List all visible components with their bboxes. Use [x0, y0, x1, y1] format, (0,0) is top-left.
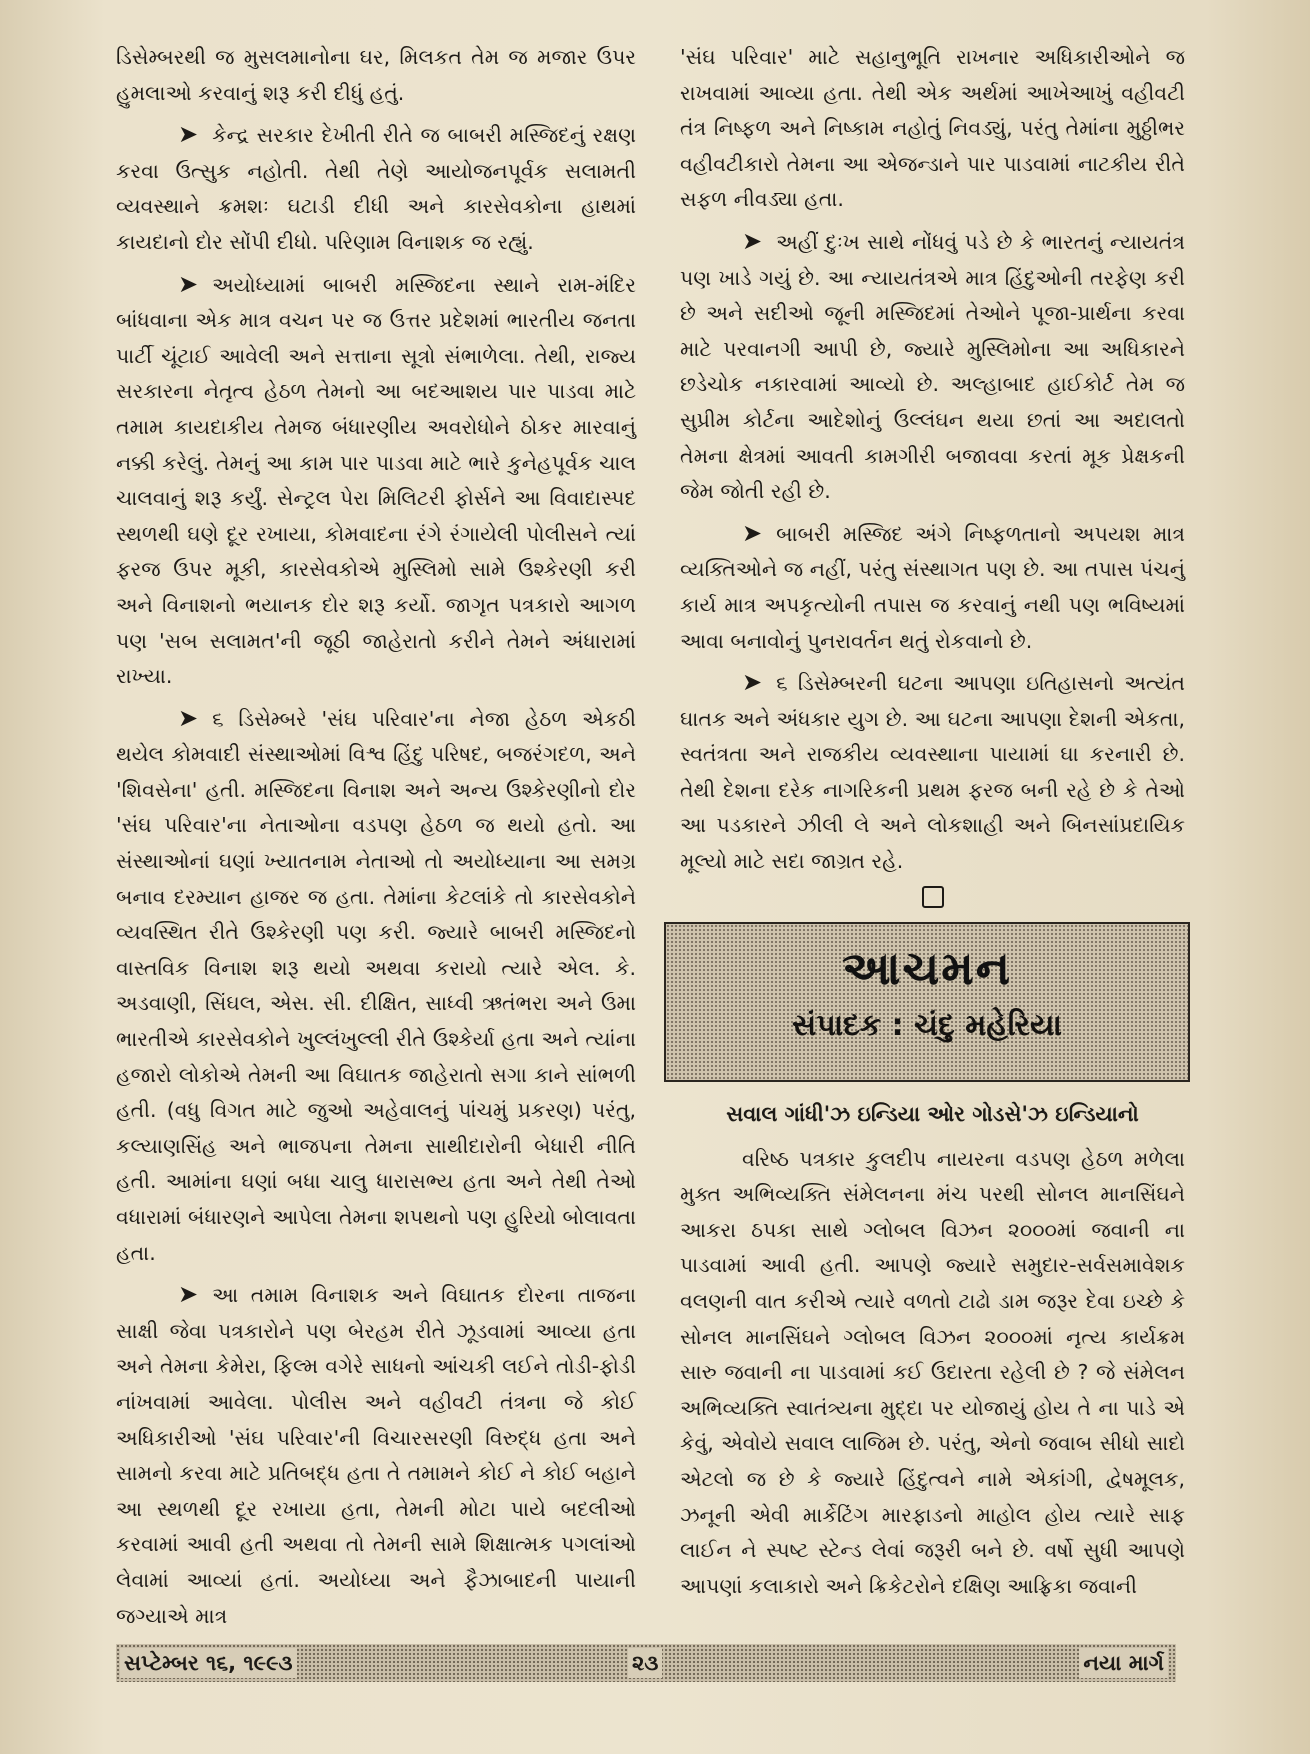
- left-paragraph-5-text: આ તમામ વિનાશક અને વિઘાતક દોરના તાજના સાક્ષી જેવા પત્રકારોને પણ બેરહમ રીતે ઝૂડવામાં આવ્યા હતા અને તેમના કેમેરા, ફિલ્મ વગેરે સાધનો આંચકી લઈને તોડી-ફોડી નાંખવામાં આવેલા. પોલીસ અને વહીવટી તંત્રના જે કોઈ અધિકારીઓ 'સંઘ પરિવાર'ની વિચારસરણી વિરુદ્ધ હતા અને સામનો કરવા માટે પ્રતિબદ્ધ હતા તે તમામને કોઈ ને કોઈ બહાને આ સ્થળથી દૂર રખાયા હતા, તેમની મોટા પાયે બદલીઓ કરવામાં આવી હતી અથવા તો તેમની સામે શિક્ષાત્મક પગલાંઓ લેવામાં આવ્યાં હતાં. અયોધ્યા અને ફૈઝાબાદની પાયાની જગ્યાએ માત્ર: [116, 1283, 636, 1628]
- left-paragraph-4: [116, 701, 636, 1272]
- footer-date: સપ્ટેમ્બર ૧૬, ૧૯૯૩: [120, 1648, 297, 1678]
- article-paragraph: [680, 1142, 1185, 1605]
- right-paragraph-2-text: અહીં દુઃખ સાથે નોંધવું પડે છે કે ભારતનું ન્યાયતંત્ર પણ ખાડે ગયું છે. આ ન્યાયતંત્રએ માત્ર હિંદુઓની તરફેણ કરી છે અને સદીઓ જૂની મસ્જિદમાં તેઓને પૂજા-પ્રાર્થના કરવા માટે પરવાનગી આપી છે, જ્યારે મુસ્લિમોના આ અધિકારને છડેચોક નકારવામાં આવ્યો છે. અલ્હાબાદ હાઈકોર્ટ તેમ જ સુપ્રીમ કોર્ટના આદેશોનું ઉલ્લંઘન થયા છતાં આ અદાલતો તેમના ક્ષેત્રમાં આવતી કામગીરી બજાવવા કરતાં મૂક પ્રેક્ષકની જેમ જોતી રહી છે.: [680, 229, 1185, 504]
- left-paragraph-2: [116, 117, 636, 260]
- footer-magazine-name: નયા માર્ગ: [1079, 1648, 1168, 1678]
- right-paragraph-1: [680, 40, 1185, 218]
- right-paragraph-3: [680, 516, 1185, 659]
- left-paragraph-2-text: કેન્દ્ર સરકાર દેખીતી રીતે જ બાબરી મસ્જિદનું રક્ષણ કરવા ઉત્સુક નહોતી. તેથી તેણે આયોજનપૂર્વક સલામતી વ્યવસ્થાને ક્રમશઃ ઘટાડી દીધી અને કારસેવકોના હાથમાં કાયદાનો દોર સોંપી દીધો. પરિણામ વિનાશક જ રહ્યું.: [116, 123, 636, 254]
- article-headline: સવાલ ગાંધી'ઝ ઇન્ડિયા ઓર ગોડસે'ઝ ઇન્ડિયાનો: [726, 1101, 1139, 1126]
- bullet-arrow-icon: ➤: [742, 226, 763, 255]
- bullet-arrow-icon: ➤: [742, 668, 763, 697]
- bullet-arrow-icon: ➤: [178, 703, 199, 732]
- right-paragraph-4: [680, 665, 1185, 880]
- left-paragraph-3: [116, 267, 636, 695]
- bullet-arrow-icon: ➤: [178, 269, 199, 298]
- bullet-arrow-icon: ➤: [742, 518, 763, 547]
- footer-page-number: ૨૩: [628, 1648, 662, 1678]
- right-column: [680, 40, 1185, 1610]
- end-of-article-square-icon: [922, 886, 944, 908]
- left-paragraph-5: [116, 1277, 636, 1634]
- bullet-arrow-icon: ➤: [178, 120, 199, 149]
- page-footer: [116, 1644, 1176, 1682]
- right-paragraph-1-text: 'સંઘ પરિવાર' માટે સહાનુભૂતિ રાખનાર અધિકારીઓને જ રાખવામાં આવ્યા હતા. તેથી એક અર્થમાં આખેઆખું વહીવટી તંત્ર નિષ્ફળ અને નિષ્કામ નહોતું નિવડ્યું, પરંતુ તેમાંના મુઠ્ઠીભર વહીવટીકારો તેમના આ એજન્ડાને પાર પાડવામાં નાટકીય રીતે સફળ નીવડ્યા હતા.: [680, 45, 1185, 212]
- left-paragraph-1: [116, 40, 636, 111]
- article-paragraph-text: વરિષ્ઠ પત્રકાર કુલદીપ નાયરના વડપણ હેઠળ મળેલા મુક્ત અભિવ્યક્તિ સંમેલનના મંચ પરથી સોનલ માનસિંઘને આકરા ઠપકા સાથે ગ્લોબલ વિઝન ૨૦૦૦માં જવાની ના પાડવામાં આવી હતી. આપણે જ્યારે સમુદાર-સર્વસમાવેશક વલણની વાત કરીએ ત્યારે વળતો ટાઢો ડામ જરૂર દેવા ઇચ્છે કે સોનલ માનસિંઘને ગ્લોબલ વિઝન ૨૦૦૦માં નૃત્ય કાર્યક્રમ સારુ જવાની ના પાડવામાં કઈ ઉદારતા રહેલી છે ? જે સંમેલન અભિવ્યક્તિ સ્વાતંત્ર્યના મુદ્દા પર યોજાયું હોય તે ના પાડે એ કેવું, એવોયે સવાલ લાજિમ છે. પરંતુ, એનો જવાબ સીધો સાદો એટલો જ છે કે જ્યારે હિંદુત્વને નામે એકાંગી, દ્વેષમૂલક, ઝનૂની એવી માર્કેટિંગ મારફાડનો માહોલ હોય ત્યારે સાફ લાઈન ને સ્પષ્ટ સ્ટેન્ડ લેવાં જરૂરી બને છે. વર્ષો સુધી આપણે આપણાં કલાકારો અને ક્રિકેટરોને દક્ષિણ આફ્રિકા જવાની: [680, 1146, 1185, 1598]
- column-title: આચમન: [841, 940, 1013, 995]
- left-paragraph-3-text: અયોધ્યામાં બાબરી મસ્જિદના સ્થાને રામ-મંદિર બાંધવાના એક માત્ર વચન પર જ ઉત્તર પ્રદેશમાં ભારતીય જનતા પાર્ટી ચૂંટાઈ આવેલી અને સત્તાના સૂત્રો સંભાળેલા. તેથી, રાજ્ય સરકારના નેતૃત્વ હેઠળ તેમનો આ બદઆશય પાર પાડવા માટે તમામ કાયદાકીય તેમજ બંધારણીય અવરોધોને ઠોકર મારવાનું નક્કી કરેલું. તેમનું આ કામ પાર પાડવા માટે ભારે કુનેહપૂર્વક ચાલ ચાલવાનું શરૂ કર્યું. સેન્ટ્રલ પેરા મિલિટરી ફોર્સને આ વિવાદાસ્પદ સ્થળથી ઘણે દૂર રખાયા, કોમવાદના રંગે રંગાયેલી પોલીસને ત્યાં ફરજ ઉપર મૂકી, કારસેવકોએ મુસ્લિમો સામે ઉશ્કેરણી કરી અને વિનાશનો ભયાનક દોર શરૂ કર્યો. જાગૃત પત્રકારો આગળ પણ 'સબ સલામત'ની જૂઠી જાહેરાતો કરીને તેમને અંધારામાં રાખ્યા.: [116, 272, 636, 689]
- right-paragraph-4-text: ૬ ડિસેમ્બરની ઘટના આપણા ઇતિહાસનો અત્યંત ઘાતક અને અંધકાર યુગ છે. આ ઘટના આપણા દેશની એકતા, સ્વતંત્રતા અને રાજકીય વ્યવસ્થાના પાયામાં ઘા કરનારી છે. તેથી દેશના દરેક નાગરિકની પ્રથમ ફરજ બની રહે છે કે તેઓ આ પડકારને ઝીલી લે અને લોકશાહી અને બિનસાંપ્રદાયિક મૂલ્યો માટે સદા જાગ્રત રહે.: [680, 671, 1185, 874]
- right-paragraph-2: [680, 224, 1185, 510]
- left-paragraph-1-text: ડિસેમ્બરથી જ મુસલમાનોના ઘર, મિલકત તેમ જ મજાર ઉપર હુમલાઓ કરવાનું શરૂ કરી દીધું હતું.: [116, 45, 636, 105]
- right-paragraph-3-text: બાબરી મસ્જિદ અંગે નિષ્ફળતાનો અપયશ માત્ર વ્યક્તિઓને જ નહીં, પરંતુ સંસ્થાગત પણ છે. આ તપાસ પંચનું કાર્ય માત્ર અપકૃત્યોની તપાસ જ કરવાનું નથી પણ ભવિષ્યમાં આવા બનાવોનું પુનરાવર્તન થતું રોકવાનો છે.: [680, 521, 1185, 653]
- column-editor: સંપાદક : ચંદુ મહેરિયા: [792, 1007, 1062, 1043]
- bullet-arrow-icon: ➤: [178, 1280, 199, 1309]
- column-header-box: [664, 922, 1190, 1082]
- left-paragraph-4-text: ૬ ડિસેમ્બરે 'સંઘ પરિવાર'ના નેજા હેઠળ એકઠી થયેલ કોમવાદી સંસ્થાઓમાં વિશ્વ હિંદુ પરિષદ, બજરંગદળ, અને 'શિવસેના' હતી. મસ્જિદના વિનાશ અને અન્ય ઉશ્કેરણીનો દોર 'સંઘ પરિવાર'ના નેતાઓના વડપણ હેઠળ જ થયો હતો. આ સંસ્થાઓનાં ઘણાં ખ્યાતનામ નેતાઓ તો અયોધ્યાના આ સમગ્ર બનાવ દરમ્યાન હાજર જ હતા. તેમાંના કેટલાંકે તો કારસેવકોને વ્યવસ્થિત રીતે ઉશ્કેરણી પણ કરી. જ્યારે બાબરી મસ્જિદનો વાસ્તવિક વિનાશ શરૂ થયો અથવા કરાયો ત્યારે એલ. કે. અડવાણી, સિંઘલ, એસ. સી. દીક્ષિત, સાધ્વી ઋતંભરા અને ઉમા ભારતીએ કારસેવકોને ખુલ્લંખુલ્લી રીતે ઉશ્કેર્યા હતા અને ત્યાંના હજારો લોકોએ તેમની આ વિઘાતક જાહેરાતો સગા કાને સાંભળી હતી. (વધુ વિગત માટે જુઓ અહેવાલનું પાંચમું પ્રકરણ) પરંતુ, કલ્યાણસિંહ અને ભાજપના તેમના સાથીદારોની બેધારી નીતિ હતી. આમાંના ઘણાં બધા ચાલુ ધારાસભ્ય હતા અને તેથી તેઓ વધારામાં બંધારણને આપેલા તેમના શપથનો પણ હુરિયો બોલાવતા હતા.: [116, 706, 636, 1265]
- left-column: [116, 40, 636, 1640]
